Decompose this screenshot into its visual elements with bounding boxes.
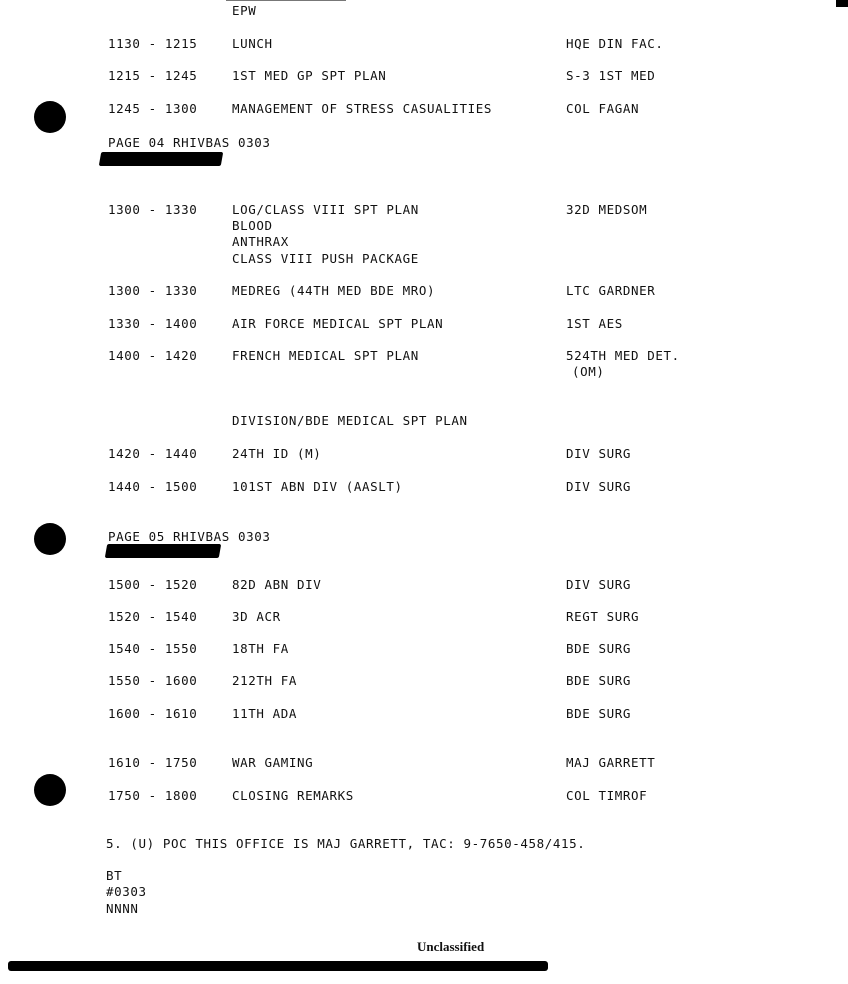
scan-mark-top-right bbox=[836, 0, 848, 7]
row-subject: WAR GAMING bbox=[232, 755, 314, 770]
closing-line: BT bbox=[106, 868, 123, 883]
top-fragment: EPW bbox=[232, 3, 257, 18]
row-subject: 3D ACR bbox=[232, 609, 281, 624]
row-time: 1300 - 1330 bbox=[108, 283, 198, 298]
poc-line: 5. (U) POC THIS OFFICE IS MAJ GARRETT, TAC: 9-7650-458/415. bbox=[106, 836, 586, 851]
page-header: PAGE 04 RHIVBAS 0303 bbox=[108, 135, 271, 150]
row-subject: 82D ABN DIV bbox=[232, 577, 322, 592]
row-presenter: S-3 1ST MED bbox=[566, 68, 656, 83]
row-subject: CLOSING REMARKS bbox=[232, 788, 354, 803]
classification-footer: Unclassified bbox=[417, 939, 485, 954]
row-presenter: DIV SURG bbox=[566, 577, 632, 592]
row-subject-detail: BLOOD bbox=[232, 218, 273, 233]
row-presenter: BDE SURG bbox=[566, 641, 632, 656]
bottom-edge-mark bbox=[8, 961, 548, 971]
binder-hole-middle bbox=[34, 523, 66, 555]
row-presenter: DIV SURG bbox=[566, 479, 632, 494]
row-presenter: REGT SURG bbox=[566, 609, 640, 624]
row-subject: LUNCH bbox=[232, 36, 273, 51]
row-subject: 18TH FA bbox=[232, 641, 289, 656]
row-presenter: 32D MEDSOM bbox=[566, 202, 648, 217]
row-subject: AIR FORCE MEDICAL SPT PLAN bbox=[232, 316, 444, 331]
row-presenter: LTC GARDNER bbox=[566, 283, 656, 298]
row-time: 1520 - 1540 bbox=[108, 609, 198, 624]
row-presenter: BDE SURG bbox=[566, 673, 632, 688]
row-time: 1610 - 1750 bbox=[108, 755, 198, 770]
closing-line: NNNN bbox=[106, 901, 139, 916]
row-time: 1440 - 1500 bbox=[108, 479, 198, 494]
header-underline-mark-2 bbox=[105, 544, 221, 558]
row-subject: 101ST ABN DIV (AASLT) bbox=[232, 479, 403, 494]
row-time: 1215 - 1245 bbox=[108, 68, 198, 83]
row-time: 1540 - 1550 bbox=[108, 641, 198, 656]
row-presenter: MAJ GARRETT bbox=[566, 755, 656, 770]
row-presenter-detail: (OM) bbox=[572, 364, 605, 379]
binder-hole-top bbox=[34, 101, 66, 133]
row-subject: 1ST MED GP SPT PLAN bbox=[232, 68, 387, 83]
binder-hole-bottom bbox=[34, 774, 66, 806]
row-time: 1130 - 1215 bbox=[108, 36, 198, 51]
row-presenter: HQE DIN FAC. bbox=[566, 36, 664, 51]
row-subject-detail: CLASS VIII PUSH PACKAGE bbox=[232, 251, 419, 266]
row-time: 1400 - 1420 bbox=[108, 348, 198, 363]
row-subject: 212TH FA bbox=[232, 673, 298, 688]
row-time: 1420 - 1440 bbox=[108, 446, 198, 461]
row-presenter: 524TH MED DET. bbox=[566, 348, 680, 363]
row-time: 1500 - 1520 bbox=[108, 577, 198, 592]
row-subject-detail: ANTHRAX bbox=[232, 234, 289, 249]
row-presenter: COL FAGAN bbox=[566, 101, 640, 116]
row-subject: MANAGEMENT OF STRESS CASUALITIES bbox=[232, 101, 493, 116]
row-subject: 24TH ID (M) bbox=[232, 446, 322, 461]
row-subject: 11TH ADA bbox=[232, 706, 298, 721]
row-time: 1600 - 1610 bbox=[108, 706, 198, 721]
row-subject: FRENCH MEDICAL SPT PLAN bbox=[232, 348, 419, 363]
header-underline-mark-1 bbox=[99, 152, 223, 166]
row-time: 1550 - 1600 bbox=[108, 673, 198, 688]
row-time: 1300 - 1330 bbox=[108, 202, 198, 217]
row-time: 1330 - 1400 bbox=[108, 316, 198, 331]
row-presenter: 1ST AES bbox=[566, 316, 623, 331]
page-header: PAGE 05 RHIVBAS 0303 bbox=[108, 529, 271, 544]
row-subject: LOG/CLASS VIII SPT PLAN bbox=[232, 202, 419, 217]
closing-line: #0303 bbox=[106, 884, 147, 899]
row-presenter: BDE SURG bbox=[566, 706, 632, 721]
row-presenter: COL TIMROF bbox=[566, 788, 648, 803]
row-time: 1245 - 1300 bbox=[108, 101, 198, 116]
row-presenter: DIV SURG bbox=[566, 446, 632, 461]
top-rule-mark bbox=[226, 0, 346, 1]
row-time: 1750 - 1800 bbox=[108, 788, 198, 803]
row-subject: MEDREG (44TH MED BDE MRO) bbox=[232, 283, 436, 298]
section-heading: DIVISION/BDE MEDICAL SPT PLAN bbox=[232, 413, 468, 428]
